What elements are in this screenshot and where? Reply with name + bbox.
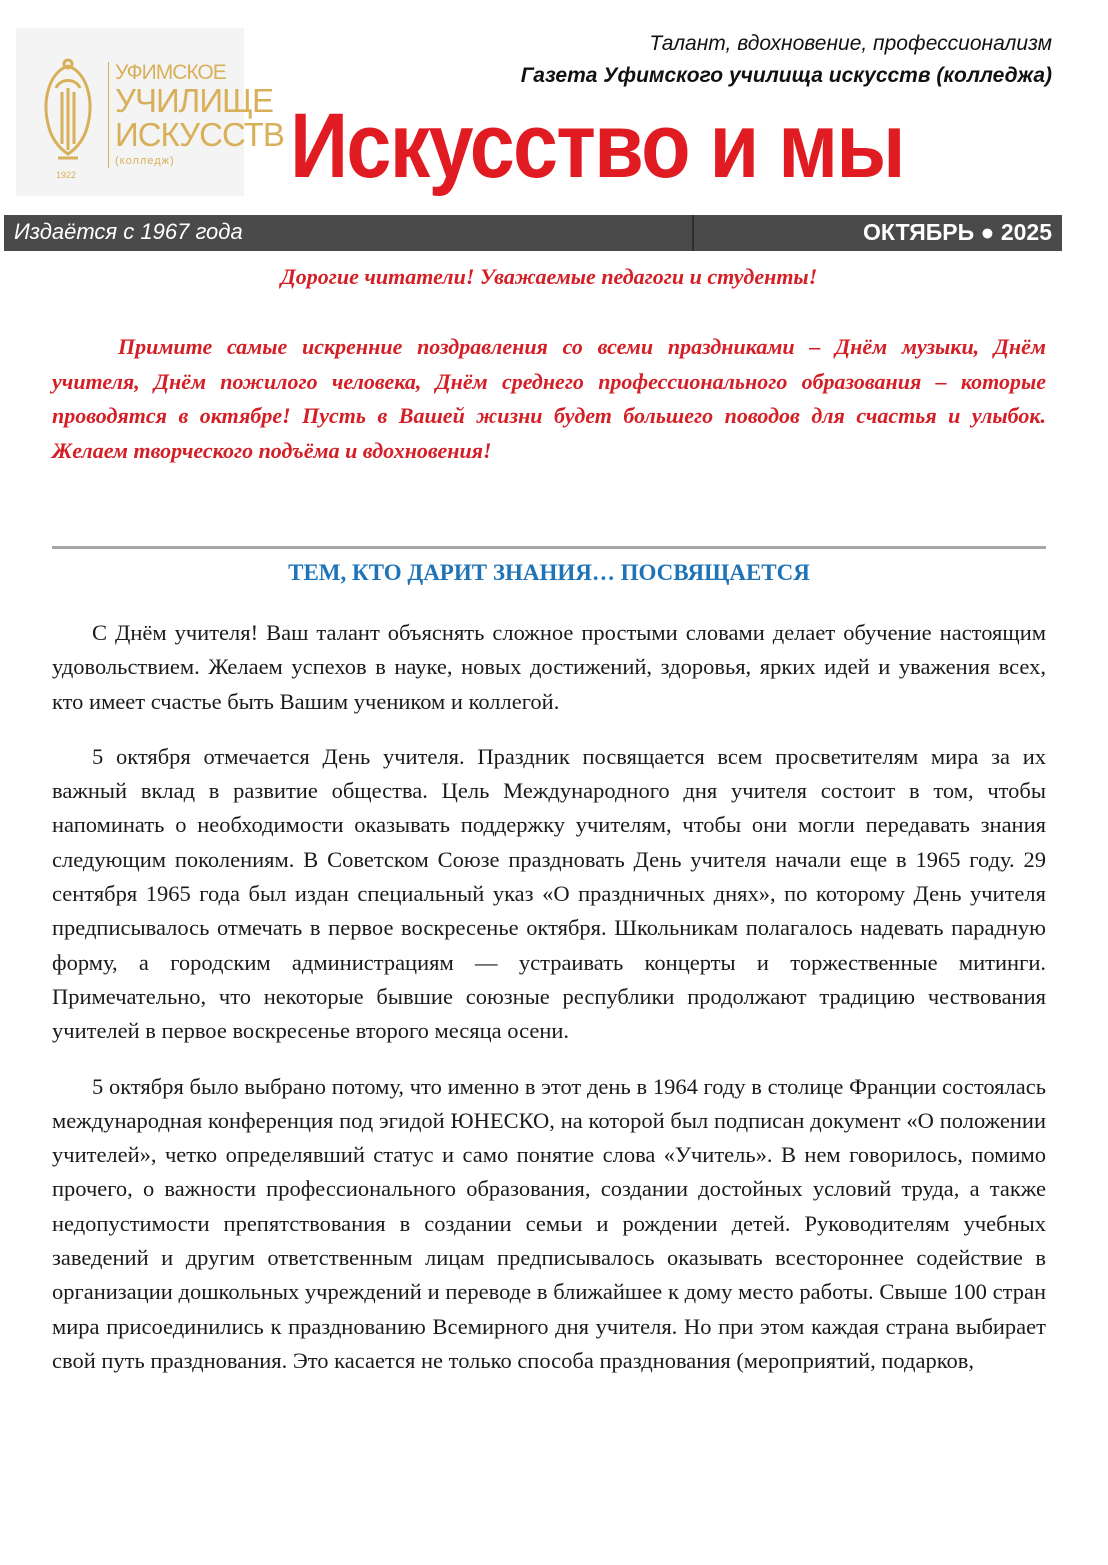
masthead-title: Искусство и мы [290,95,904,197]
section-divider [52,546,1046,549]
lyre-icon [36,58,100,168]
newspaper-name: Газета Уфимского училища искусств (колледжа) [520,64,1052,87]
article-paragraph: С Днём учителя! Ваш талант объяснять сложное простыми словами делает обучение настоящим удовольствием. Желаем успехов в науке, новых достижений, здоровья, ярких идей и уважения всех, кто имеет счастье быть Вашим учеником и коллегой. [52,620,1046,714]
issue-bar [4,215,1062,251]
college-logo [16,28,284,196]
published-since: Издаётся с 1967 года [14,219,243,244]
article-body [52,616,1046,1399]
issue-date: ОКТЯБРЬ ● 2025 [862,219,1052,245]
logo-subtitle: (колледж) [115,155,175,167]
slogan: Талант, вдохновение, профессионализм [649,32,1052,55]
article-title: ТЕМ, КТО ДАРИТ ЗНАНИЯ… ПОСВЯЩАЕТСЯ [288,560,810,585]
logo-line: УФИМСКОЕ [115,61,226,84]
greeting-message: Примите самые искренние поздравления со всеми праздниками – Днём музыки, Днём учителя, Днём пожилого человека, Днём среднего профессионального образования – которые проводятся в октябре! Пусть в Вашей жизни будет большего поводов для счастья и улыбок. Желаем творческого подъёма и вдохновения! [52,334,1046,463]
logo-line: ИСКУССТВ [115,116,284,153]
logo-wordmark [108,62,284,168]
logo-line: УЧИЛИЩЕ [115,82,273,119]
greeting-heading: Дорогие читатели! Уважаемые педагоги и студенты! [280,264,818,289]
article-paragraph: 5 октября отмечается День учителя. Праздник посвящается всем просветителям мира за их важный вклад в развитие общества. Цель Международного дня учителя состоит в том, чтобы напоминать о необходимости оказывать поддержку учителям, чтобы они могли передавать знания следующим поколениям. В Советском Союзе праздновать День учителя начали еще в 1965 году. 29 сентября 1965 года был издан специальный указ «О праздничных днях», по которому День учителя предписывалось отмечать в первое воскресенье октября. Школьникам полагалось надевать парадную форму, а городским администрациям — устраивать концерты и торжественные митинги. Примечательно, что некоторые бывшие союзные республики продолжают традицию чествования учителей в первое воскресенье второго месяца осени. [52,743,1046,1044]
article-paragraph: 5 октября было выбрано потому, что именно в этот день в 1964 году в столице Франции состоялась международная конференция под эгидой ЮНЕСКО, на которой был подписан документ «О положении учителей», четко определявший статус и само понятие слова «Учитель». В нем говорилось, помимо прочего, о важности профессионального образования, создании достойных условий труда, а также недопустимости препятствования в создании семьи и рождении детей. Руководителям учебных заведений и другим ответственным лицам предписывалось оказывать всестороннее содействие в организации дошкольных учреждений и переводе в ближайшее к дому место работы. Свыше 100 стран мира присоединились к празднованию Всемирного дня учителя. Но при этом каждая страна выбирает свой путь празднования. Это касается не только способа празднования (мероприятий, подарков, [52,1073,1046,1373]
bar-divider [692,215,694,251]
logo-year: 1922 [56,170,77,180]
